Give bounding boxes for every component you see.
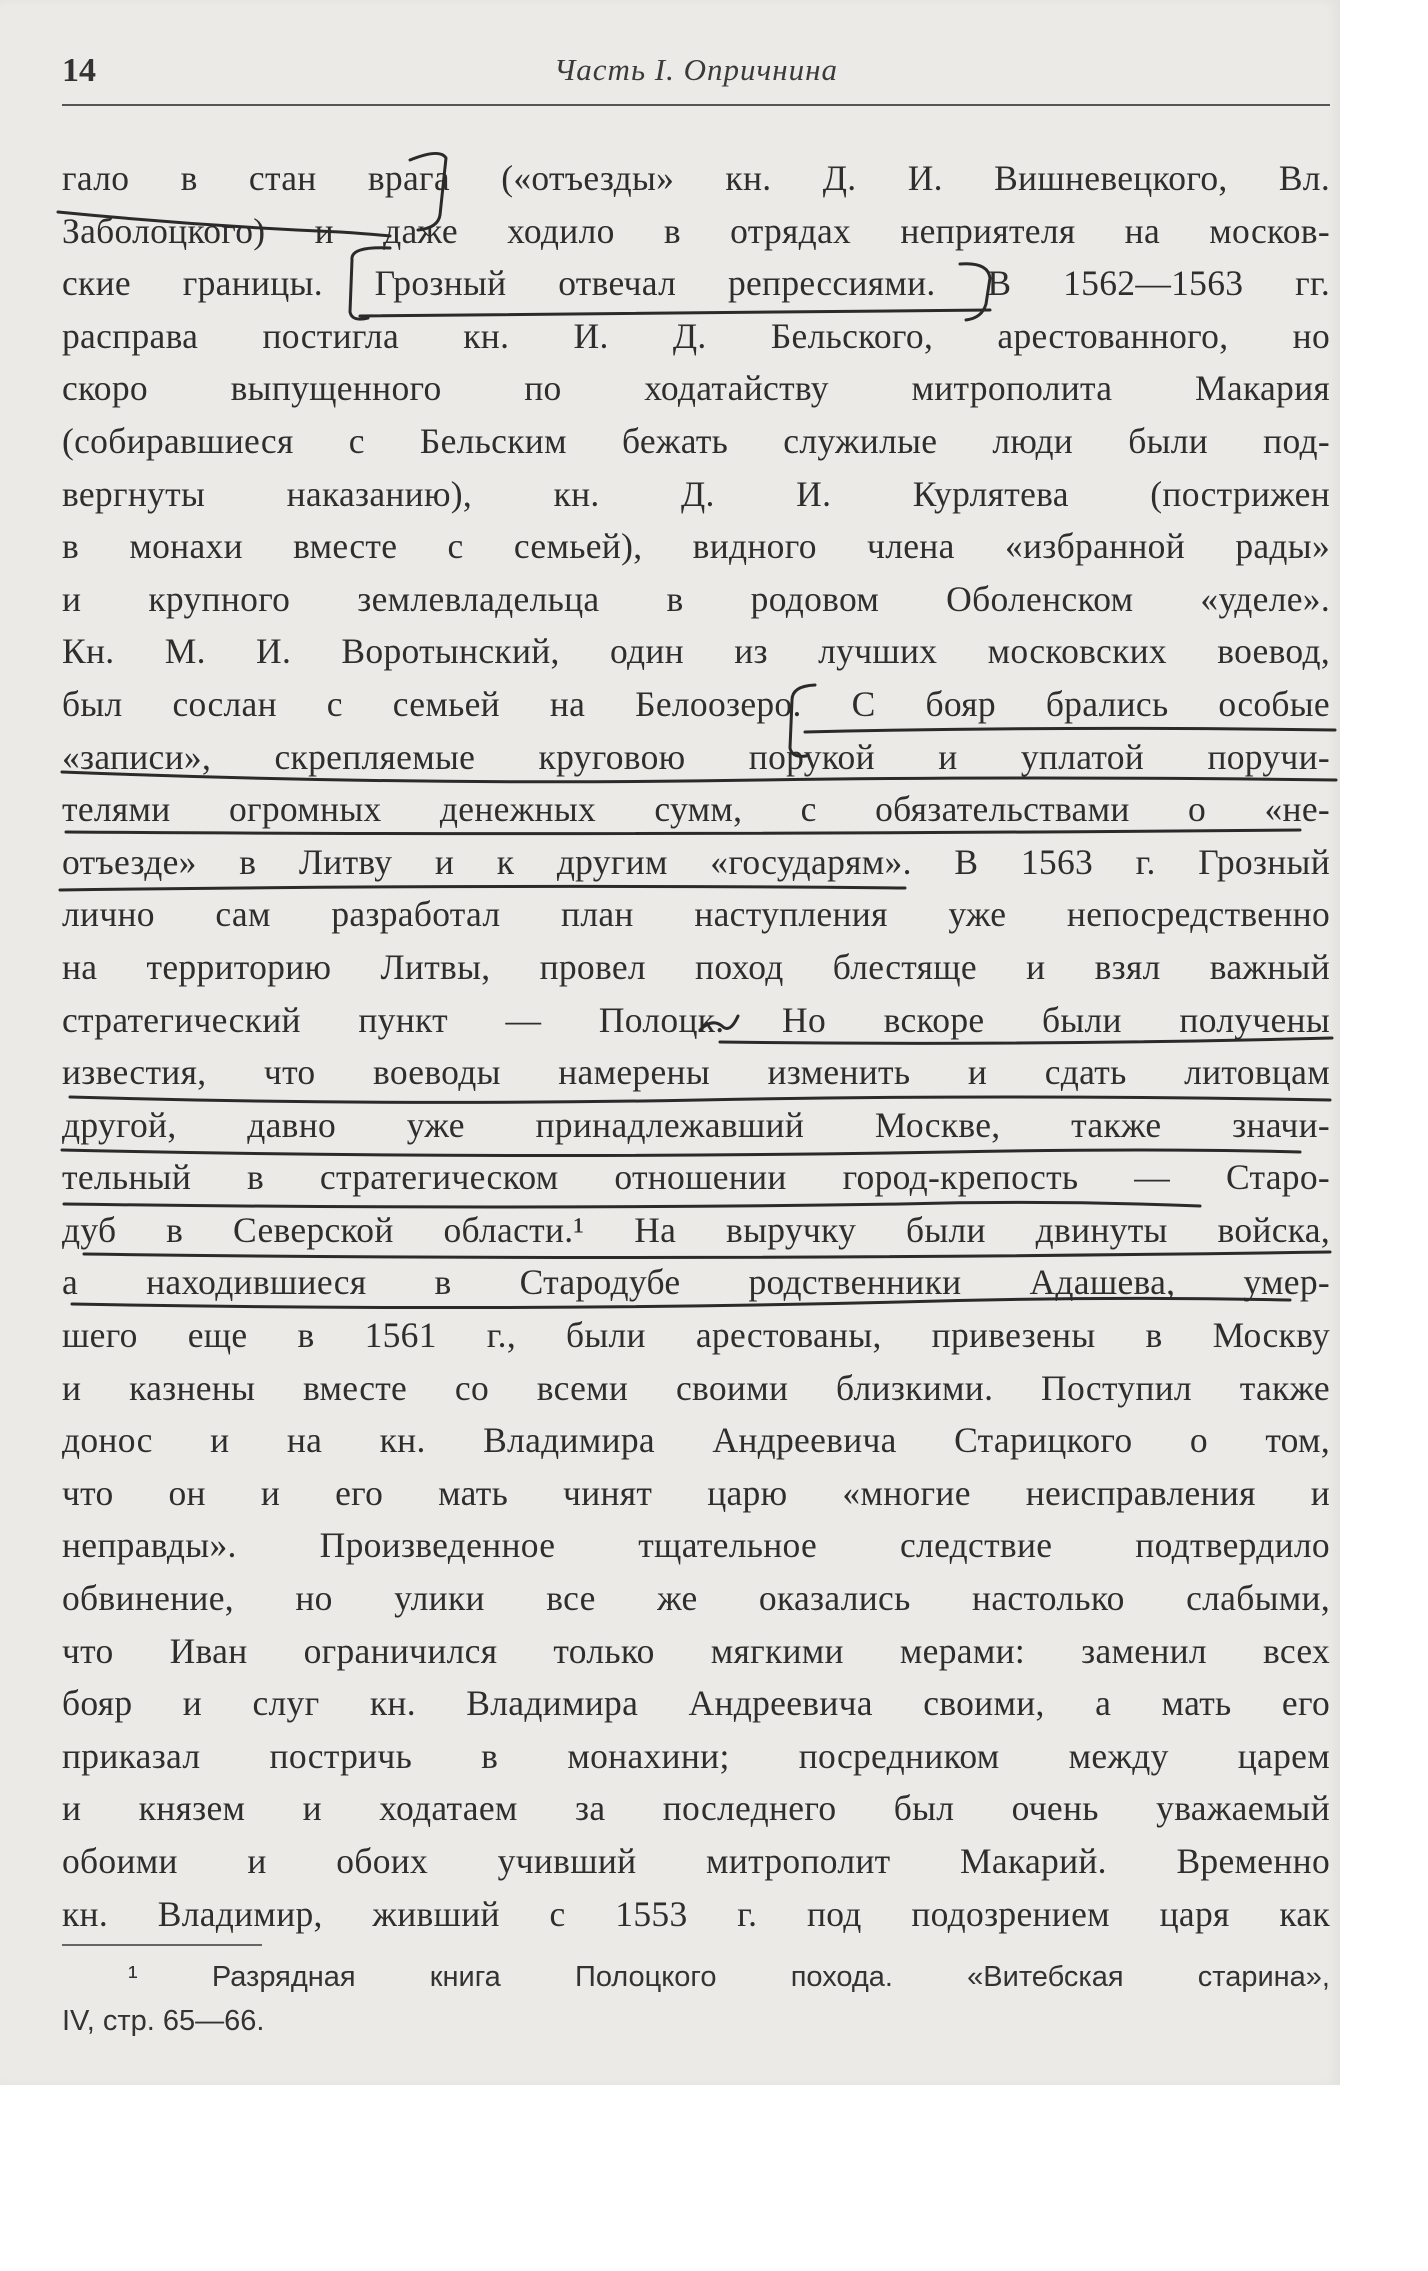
body-text	[62, 152, 1330, 1940]
text-line: кн. Владимир, живший с 1553 г. под подозрением царя как	[62, 1893, 1330, 1934]
footnote	[62, 1955, 1330, 2043]
text-line: Заболоцкого) и даже ходило в отрядах неприятеля на москов-	[62, 210, 1330, 251]
text-line: в монахи вместе с семьей), видного члена «избранной рады»	[62, 526, 1330, 567]
text-line: ские границы. Грозный отвечал репрессиями. В 1562—1563 гг.	[62, 263, 1330, 304]
text-line: скоро выпущенного по ходатайству митрополита Макария	[62, 368, 1330, 409]
text-line: бояр и слуг кн. Владимира Андреевича своими, а мать его	[62, 1683, 1330, 1724]
text-line: и казнены вместе со всеми своими близкими. Поступил также	[62, 1367, 1330, 1408]
footnote-divider	[62, 1944, 262, 1946]
text-line: расправа постигла кн. И. Д. Бельского, арестованного, но	[62, 315, 1330, 356]
text-line: обвинение, но улики все же оказались настолько слабыми,	[62, 1578, 1330, 1619]
text-line: приказал постричь в монахини; посредником между царем	[62, 1735, 1330, 1776]
page-header	[62, 48, 1330, 106]
footnote-line: IV, стр. 65—66.	[62, 2005, 265, 2037]
text-line: и крупного землевладельца в родовом Оболенском «уделе».	[62, 578, 1330, 619]
text-line: «записи», скрепляемые круговою порукой и уплатой поручи-	[62, 736, 1330, 777]
text-line: вергнуты наказанию), кн. Д. И. Курлятева (пострижен	[62, 473, 1330, 514]
text-line: неправды». Произведенное тщательное следствие подтвердило	[62, 1525, 1330, 1566]
footnote-line: ¹ Разрядная книга Полоцкого похода. «Витебская старина»,	[128, 1961, 1330, 1993]
text-line: обоими и обоих учивший митрополит Макарий. Временно	[62, 1841, 1330, 1881]
text-line: донос и на кн. Владимира Андреевича Старицкого о том,	[62, 1420, 1330, 1461]
text-line: шего еще в 1561 г., были арестованы, привезены в Москву	[62, 1315, 1330, 1356]
text-line: (собиравшиеся с Бельским бежать служилые люди были под-	[62, 420, 1330, 461]
text-line: дуб в Северской области.¹ На выручку были двинуты войска,	[62, 1209, 1330, 1250]
text-line: и князем и ходатаем за последнего был очень уважаемый	[62, 1788, 1330, 1829]
page-number: 14	[62, 52, 96, 89]
text-line: лично сам разработал план наступления уже непосредственно	[62, 894, 1330, 935]
text-line: известия, что воеводы намерены изменить и сдать литовцам	[62, 1052, 1330, 1093]
running-head: Часть I. Опричнина	[553, 52, 839, 87]
text-line: а находившиеся в Стародубе родственники Адашева, умер-	[62, 1262, 1330, 1303]
text-line: тельный в стратегическом отношении город-крепость — Старо-	[62, 1157, 1330, 1198]
text-line: что он и его мать чинят царю «многие неисправления и	[62, 1472, 1330, 1513]
text-line: гало в стан врага («отъезды» кн. Д. И. Вишневецкого, Вл.	[62, 158, 1330, 198]
text-line: другой, давно уже принадлежавший Москве, также значи-	[62, 1104, 1330, 1145]
text-line: Кн. М. И. Воротынский, один из лучших московских воевод,	[62, 631, 1330, 672]
text-line: на территорию Литвы, провел поход блестяще и взял важный	[62, 946, 1330, 987]
text-line: был сослан с семьей на Белоозеро. С бояр брались особые	[62, 683, 1330, 724]
text-line: отъезде» в Литву и к другим «государям». В 1563 г. Грозный	[62, 841, 1330, 882]
text-line: что Иван ограничился только мягкими мерами: заменил всех	[62, 1630, 1330, 1671]
text-line: телями огромных денежных сумм, с обязательствами о «не-	[62, 789, 1330, 830]
text-line: стратегический пункт — Полоцк. Но вскоре были получены	[62, 999, 1330, 1040]
